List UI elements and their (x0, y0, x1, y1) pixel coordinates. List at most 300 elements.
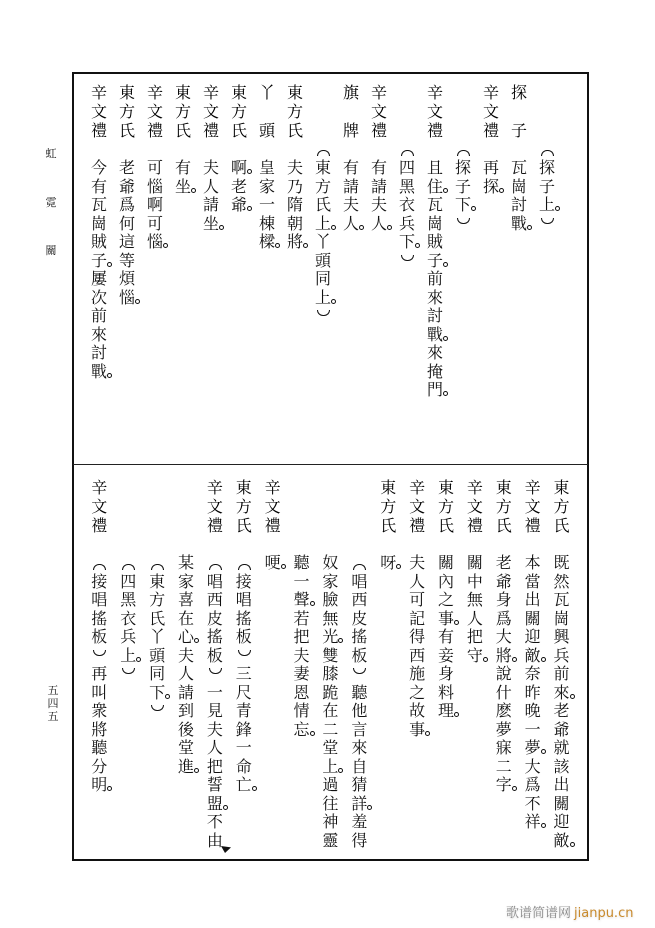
glyph: 辛 (90, 83, 107, 102)
glyph: 尺 (235, 682, 252, 702)
glyph: 且 (426, 158, 443, 177)
glyph: 方 (118, 101, 135, 121)
speaker-name (85, 84, 113, 140)
glyph: 二 (495, 756, 512, 776)
glyph: 方 (174, 101, 191, 121)
glyph: 同 (314, 269, 331, 288)
glyph: 不 (524, 793, 541, 813)
speaker-name (518, 479, 547, 535)
glyph: 瓦 (553, 590, 570, 609)
glyph: 辛 (146, 83, 163, 102)
glyph: 棟 (258, 213, 275, 233)
glyph: 探 (477, 178, 505, 197)
glyph: 討 (426, 306, 443, 325)
glyph: 方 (230, 101, 247, 121)
close-paren-mark (309, 307, 337, 326)
glyph: 氏 (235, 515, 252, 535)
speaker-name (460, 479, 489, 535)
glyph: 敵 (547, 832, 576, 851)
glyph: 霓 (45, 195, 57, 209)
glyph: 明 (85, 776, 114, 795)
line-text (337, 159, 365, 233)
glyph: 隋 (286, 195, 303, 214)
glyph: 住 (421, 178, 449, 197)
glyph: 後 (177, 719, 194, 739)
glyph: 把 (293, 627, 310, 646)
script-line (281, 73, 309, 464)
glyph: 大 (524, 756, 541, 776)
line-text (365, 159, 393, 233)
punctuation-circle (443, 391, 448, 396)
glyph: 人 (177, 664, 194, 683)
glyph: 崗 (90, 213, 107, 233)
glyph: 文 (146, 101, 163, 121)
script-line (460, 465, 489, 860)
punctuation-circle (338, 768, 343, 773)
glyph: 禮 (91, 515, 108, 535)
glyph: 頭 (149, 645, 166, 665)
glyph: 前 (553, 664, 570, 683)
glyph: 聲 (287, 591, 316, 610)
script-line (114, 465, 143, 860)
line-text (403, 554, 432, 739)
glyph: 本 (524, 553, 541, 572)
glyph: 四 (120, 571, 137, 591)
punctuation-circle (359, 225, 364, 230)
glyph: 可 (146, 213, 163, 233)
glyph: 誓 (206, 775, 223, 794)
glyph: 爲 (524, 775, 541, 794)
glyph: 上 (316, 758, 345, 777)
glyph: 之 (409, 682, 426, 702)
glyph: 迎 (524, 627, 541, 646)
glyph: 既 (553, 553, 570, 572)
glyph: 什 (495, 682, 512, 702)
punctuation-circle (570, 842, 575, 847)
glyph: 氏 (118, 120, 135, 140)
glyph: 心 (172, 628, 201, 647)
glyph: 四 (398, 158, 415, 177)
glyph: 人 (202, 176, 219, 196)
punctuation-circle (107, 262, 112, 267)
glyph: 禮 (206, 515, 223, 535)
glyph: 氏 (437, 515, 454, 535)
script-line (374, 465, 403, 860)
script-line (143, 465, 172, 860)
glyph: 氏 (495, 515, 512, 535)
script-line (365, 73, 393, 464)
punctuation-circle (331, 225, 336, 230)
line-text (258, 554, 287, 573)
speaker-name (85, 479, 114, 535)
close-paren-mark (449, 215, 477, 234)
glyph: 自 (351, 756, 368, 776)
glyph: 爺 (118, 176, 135, 196)
glyph: 討 (510, 195, 527, 214)
open-paren-mark (345, 554, 374, 573)
glyph: 身 (495, 590, 512, 609)
line-text (172, 554, 201, 776)
glyph: 五 (47, 710, 59, 723)
line-text (374, 554, 403, 573)
punctuation-circle (512, 786, 517, 791)
glyph: 命 (235, 756, 252, 776)
glyph: 請 (202, 195, 219, 214)
glyph: 亡 (229, 776, 258, 795)
glyph: 東 (380, 478, 397, 497)
glyph: 氏 (149, 608, 166, 628)
watermark-url: jianpu.cn (574, 906, 634, 921)
glyph: 言 (351, 719, 368, 739)
punctuation-circle (338, 638, 343, 643)
script-line (421, 73, 449, 464)
glyph: 然 (553, 571, 570, 591)
punctuation-circle (367, 805, 372, 810)
glyph: 西 (351, 590, 368, 609)
line-text (281, 159, 309, 252)
glyph: 把 (206, 756, 223, 776)
glyph: 接 (91, 571, 108, 591)
glyph: 頭 (314, 250, 331, 270)
glyph: 禮 (524, 515, 541, 535)
glyph: 辛 (206, 478, 223, 497)
glyph: 夫 (342, 195, 359, 214)
glyph: 事 (403, 721, 432, 740)
punctuation-circle (541, 823, 546, 828)
glyph: 往 (322, 793, 339, 813)
close-paren-mark (200, 665, 229, 684)
script-line (449, 73, 477, 464)
glyph: 再 (482, 158, 499, 177)
glyph: 西 (409, 645, 426, 665)
close-paren-mark (393, 252, 421, 271)
speaker-name (316, 479, 345, 535)
glyph: 哽 (258, 554, 287, 573)
script-line (477, 73, 505, 464)
glyph: 禮 (202, 120, 219, 140)
glyph: 家 (258, 176, 275, 196)
glyph: 過 (322, 775, 339, 794)
glyph: 故 (409, 701, 426, 720)
glyph: 虹 (45, 147, 57, 160)
glyph: 當 (524, 571, 541, 591)
punctuation-circle (541, 657, 546, 662)
glyph: 妾 (437, 645, 454, 665)
punctuation-circle (252, 786, 257, 791)
speaker-name (113, 84, 141, 140)
glyph: 叫 (91, 682, 108, 702)
glyph: 得 (351, 830, 368, 850)
watermark (506, 902, 633, 921)
glyph: 恩 (293, 682, 310, 702)
glyph: 唱 (206, 571, 223, 591)
glyph: 乃 (286, 176, 303, 196)
script-line (393, 73, 421, 464)
running-title (44, 147, 58, 257)
line-text (477, 159, 505, 196)
line-text (505, 159, 533, 233)
punctuation-circle (310, 731, 315, 736)
glyph: 興 (553, 627, 570, 646)
open-paren-mark (229, 554, 258, 573)
speaker-name (374, 479, 403, 535)
speaker-name (309, 84, 337, 140)
glyph: 何 (118, 213, 135, 233)
glyph: 得 (409, 627, 426, 646)
open-paren-mark (393, 141, 421, 160)
punctuation-circle (194, 638, 199, 643)
open-paren-mark (449, 141, 477, 160)
glyph: 搖 (91, 608, 108, 628)
glyph: 方 (286, 101, 303, 121)
speaker-name (403, 479, 432, 535)
glyph: 戰 (421, 326, 449, 345)
glyph: 無 (466, 590, 483, 609)
punctuation-circle (512, 657, 517, 662)
glyph: 由 (206, 830, 223, 850)
speaker-name (229, 479, 258, 535)
glyph: 頭 (258, 120, 275, 140)
punctuation-circle (471, 206, 476, 211)
line-text (432, 554, 461, 721)
glyph: 衣 (398, 195, 415, 214)
glyph: 文 (482, 101, 499, 121)
glyph: 一 (293, 571, 310, 591)
glyph: 辛 (409, 478, 426, 497)
glyph: 將 (489, 647, 518, 666)
glyph: 氏 (286, 120, 303, 140)
glyph: 辛 (524, 478, 541, 497)
glyph: 膝 (322, 664, 339, 683)
glyph: 皇 (258, 158, 275, 177)
glyph: 東 (314, 158, 331, 177)
line-text (287, 554, 316, 739)
glyph: 羞 (351, 812, 368, 831)
glyph: 辛 (91, 478, 108, 497)
punctuation-circle (555, 206, 560, 211)
glyph: 夢 (495, 719, 512, 739)
glyph: 夫 (293, 645, 310, 665)
glyph: 屢 (90, 269, 107, 288)
line-text (197, 159, 225, 233)
glyph: 夫 (177, 645, 194, 665)
punctuation-circle (107, 786, 112, 791)
glyph: 東 (437, 478, 454, 497)
glyph: 文 (206, 496, 223, 516)
glyph: 等 (118, 250, 135, 270)
glyph: 就 (553, 738, 570, 757)
punctuation-circle (135, 299, 140, 304)
punctuation-circle (443, 188, 448, 193)
close-paren-mark (345, 665, 374, 684)
script-line (172, 465, 201, 860)
glyph: 老 (118, 158, 135, 177)
glyph: 崗 (426, 213, 443, 233)
glyph: 東 (230, 83, 247, 102)
glyph: 辛 (426, 83, 443, 102)
glyph: 在 (322, 701, 339, 720)
glyph: 出 (553, 775, 570, 794)
glyph: 到 (177, 701, 194, 720)
glyph: 板 (351, 645, 368, 665)
glyph: 文 (409, 496, 426, 516)
punctuation-circle (107, 373, 112, 378)
punctuation-circle (219, 225, 224, 230)
line-text (141, 159, 169, 252)
glyph: 雙 (322, 645, 339, 665)
glyph: 家 (322, 571, 339, 591)
glyph: 三 (235, 664, 252, 683)
glyph: 衆 (91, 701, 108, 720)
glyph: 四 (47, 697, 59, 710)
glyph: 聽 (351, 682, 368, 702)
punctuation-circle (223, 805, 228, 810)
glyph: 一 (524, 719, 541, 739)
glyph: 板 (91, 627, 108, 646)
glyph: 搖 (235, 608, 252, 628)
glyph: 戰 (85, 363, 113, 382)
glyph: 堂 (322, 738, 339, 757)
glyph: 人 (466, 608, 483, 628)
speaker-name (337, 84, 365, 140)
punctuation-circle (527, 225, 532, 230)
line-text (143, 554, 172, 721)
script-line (489, 465, 518, 860)
glyph: 搖 (206, 627, 223, 646)
glyph: 說 (495, 664, 512, 683)
glyph: 氏 (314, 195, 331, 214)
glyph: 搖 (351, 627, 368, 646)
open-paren-mark (143, 554, 172, 573)
glyph: 東 (495, 478, 512, 497)
glyph: 忘 (287, 721, 316, 740)
glyph: 進 (172, 758, 201, 777)
script-line (432, 465, 461, 860)
glyph: 氏 (230, 120, 247, 140)
glyph: 詳 (345, 795, 374, 814)
glyph: 呀 (374, 554, 403, 573)
glyph: 啊 (146, 195, 163, 214)
close-paren-mark (229, 647, 258, 666)
glyph: 爲 (118, 195, 135, 214)
glyph: 老 (495, 553, 512, 572)
glyph: 守 (460, 647, 489, 666)
script-line (253, 73, 281, 464)
glyph: 爲 (495, 608, 512, 628)
script-line (533, 73, 561, 464)
punctuation-circle (396, 564, 401, 569)
glyph: 唱 (235, 590, 252, 609)
glyph: 麽 (495, 701, 512, 720)
line-text (229, 554, 258, 795)
speaker-name (449, 84, 477, 140)
punctuation-circle (387, 225, 392, 230)
line-text (547, 554, 576, 850)
line-text (489, 554, 518, 795)
glyph: 關 (553, 793, 570, 813)
script-line (505, 73, 533, 464)
glyph: 老 (553, 701, 570, 720)
glyph: 人 (206, 738, 223, 757)
glyph: 這 (118, 232, 135, 251)
close-paren-mark (85, 647, 114, 666)
glyph: 禮 (426, 120, 443, 140)
punctuation-circle (499, 188, 504, 193)
glyph: 人 (365, 215, 393, 234)
punctuation-circle (310, 601, 315, 606)
speaker-name (393, 84, 421, 140)
glyph: 禮 (409, 515, 426, 535)
speaker-name (432, 479, 461, 535)
speaker-name (143, 479, 172, 535)
glyph: 可 (146, 158, 163, 177)
glyph: 上 (309, 289, 337, 308)
glyph: 夫 (286, 158, 303, 177)
glyph: 請 (177, 682, 194, 702)
glyph: 板 (235, 627, 252, 646)
glyph: 方 (149, 590, 166, 609)
glyph: 禮 (146, 120, 163, 140)
script-line (345, 465, 374, 860)
glyph: 不 (206, 812, 223, 831)
glyph: 方 (314, 176, 331, 196)
speaker-name (547, 479, 576, 535)
glyph: 兵 (553, 645, 570, 665)
glyph: 出 (524, 590, 541, 609)
glyph: 禮 (90, 120, 107, 140)
glyph: 煩 (118, 269, 135, 288)
speaker-name (505, 84, 533, 140)
glyph: 光 (316, 628, 345, 647)
glyph: 文 (202, 101, 219, 121)
glyph: 惱 (146, 176, 163, 196)
speaker-name (287, 479, 316, 535)
punctuation-circle (163, 243, 168, 248)
glyph: 關 (466, 553, 483, 572)
glyph: 禮 (264, 515, 281, 535)
glyph: 妻 (293, 664, 310, 683)
glyph: 掩 (426, 361, 443, 381)
script-line (141, 73, 169, 464)
page-number (46, 684, 60, 723)
glyph: 上 (114, 647, 143, 666)
glyph: 下 (393, 233, 421, 252)
glyph: 喜 (177, 590, 194, 609)
glyph: 探 (510, 83, 527, 102)
glyph: 禮 (370, 120, 387, 140)
glyph: 情 (293, 701, 310, 720)
glyph: 戰 (505, 215, 533, 234)
glyph: 猜 (351, 775, 368, 794)
punctuation-circle (247, 169, 252, 174)
glyph: 人 (409, 571, 426, 591)
line-text (460, 554, 489, 665)
line-text (316, 554, 345, 850)
script-line (287, 465, 316, 860)
glyph: 來 (90, 324, 107, 344)
script-line (85, 73, 113, 464)
glyph: 夫 (409, 553, 426, 572)
glyph: 夢 (518, 739, 547, 758)
punctuation-circle (281, 564, 286, 569)
glyph: 鋒 (235, 719, 252, 739)
glyph: 氏 (553, 515, 570, 535)
glyph: 方 (495, 496, 512, 516)
glyph: 瓦 (510, 158, 527, 177)
glyph: 方 (235, 496, 252, 516)
glyph: 辛 (202, 83, 219, 102)
glyph: 皮 (351, 608, 368, 628)
